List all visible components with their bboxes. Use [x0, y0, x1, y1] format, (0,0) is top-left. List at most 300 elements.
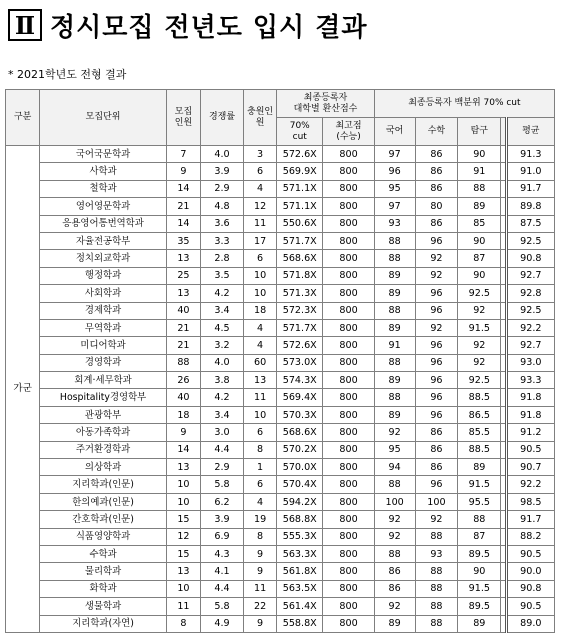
table-row: [6, 511, 555, 528]
unit-name: 아동가족학과: [40, 424, 167, 441]
table-row: [6, 406, 555, 423]
cell-max: 800: [323, 493, 374, 510]
cell-quota: 15: [166, 545, 200, 562]
cell-quota: 21: [166, 319, 200, 336]
cell-inq: 89.5: [458, 598, 501, 615]
cell-quota: 40: [166, 302, 200, 319]
cell-extra: 18: [243, 302, 276, 319]
cell-math: 80: [415, 198, 458, 215]
results-table: [5, 89, 555, 633]
cell-quota: 11: [166, 598, 200, 615]
cell-avg: 91.7: [506, 511, 554, 528]
cell-extra: 10: [243, 285, 276, 302]
cell-kor: 88: [374, 302, 415, 319]
cell-max: 800: [323, 198, 374, 215]
unit-name: 한의예과(인문): [40, 493, 167, 510]
cell-avg: 91.8: [506, 406, 554, 423]
cell-cut: 571.1X: [277, 180, 323, 197]
table-row: [6, 215, 555, 232]
cell-math: 96: [415, 232, 458, 249]
cell-quota: 10: [166, 580, 200, 597]
table-row: [6, 319, 555, 336]
cell-inq: 87: [458, 250, 501, 267]
cell-inq: 91.5: [458, 580, 501, 597]
section-numeral: Ⅱ: [8, 9, 42, 41]
cell-avg: 90.5: [506, 441, 554, 458]
cell-max: 800: [323, 511, 374, 528]
unit-name: 미디어학과: [40, 337, 167, 354]
page-title: 정시모집 전년도 입시 결과: [50, 12, 368, 43]
cell-cut: 570.3X: [277, 406, 323, 423]
cell-kor: 88: [374, 545, 415, 562]
cell-inq: 86.5: [458, 406, 501, 423]
cell-cut: 570.4X: [277, 476, 323, 493]
cell-quota: 13: [166, 285, 200, 302]
cell-inq: 91.5: [458, 319, 501, 336]
cell-kor: 88: [374, 250, 415, 267]
cell-kor: 89: [374, 285, 415, 302]
unit-name: 영어영문학과: [40, 198, 167, 215]
cell-inq: 90: [458, 563, 501, 580]
cell-inq: 88.5: [458, 389, 501, 406]
unit-name: 식품영양학과: [40, 528, 167, 545]
cell-math: 86: [415, 180, 458, 197]
cell-extra: 4: [243, 319, 276, 336]
cell-kor: 88: [374, 232, 415, 249]
cell-max: 800: [323, 615, 374, 632]
cell-comp: 4.1: [201, 563, 244, 580]
unit-name: 생물학과: [40, 598, 167, 615]
header-percentile-group: 최종등록자 백분위 70% cut: [374, 90, 554, 118]
cell-quota: 88: [166, 354, 200, 371]
cell-max: 800: [323, 389, 374, 406]
cell-math: 88: [415, 580, 458, 597]
cell-comp: 3.8: [201, 372, 244, 389]
cell-cut: 569.9X: [277, 163, 323, 180]
table-row: [6, 615, 555, 632]
cell-math: 86: [415, 163, 458, 180]
unit-name: 지리학과(자연): [40, 615, 167, 632]
cell-cut: 574.3X: [277, 372, 323, 389]
cell-extra: 6: [243, 163, 276, 180]
cell-cut: 558.8X: [277, 615, 323, 632]
table-note: * 2021학년도 전형 결과: [8, 68, 127, 81]
cell-cut: 563.5X: [277, 580, 323, 597]
cell-kor: 88: [374, 389, 415, 406]
cell-inq: 91: [458, 163, 501, 180]
cell-kor: 92: [374, 424, 415, 441]
cell-cut: 571.7X: [277, 232, 323, 249]
unit-name: 경영학과: [40, 354, 167, 371]
cell-extra: 6: [243, 476, 276, 493]
cell-quota: 8: [166, 615, 200, 632]
cell-math: 96: [415, 302, 458, 319]
cell-cut: 572.6X: [277, 146, 323, 163]
cell-cut: 550.6X: [277, 215, 323, 232]
unit-name: 응용영어통번역학과: [40, 215, 167, 232]
cell-quota: 12: [166, 528, 200, 545]
cell-comp: 3.9: [201, 163, 244, 180]
cell-kor: 97: [374, 198, 415, 215]
cell-math: 96: [415, 389, 458, 406]
cell-math: 96: [415, 476, 458, 493]
cell-extra: 8: [243, 441, 276, 458]
cell-inq: 92: [458, 354, 501, 371]
cell-math: 86: [415, 441, 458, 458]
unit-name: 의상학과: [40, 459, 167, 476]
results-body: [6, 146, 555, 633]
table-row: [6, 598, 555, 615]
cell-kor: 89: [374, 267, 415, 284]
cell-math: 92: [415, 250, 458, 267]
cell-extra: 8: [243, 528, 276, 545]
cell-inq: 89: [458, 459, 501, 476]
cell-cut: 594.2X: [277, 493, 323, 510]
cell-max: 800: [323, 163, 374, 180]
unit-name: 수학과: [40, 545, 167, 562]
unit-name: 철학과: [40, 180, 167, 197]
cell-kor: 97: [374, 146, 415, 163]
cell-avg: 90.5: [506, 598, 554, 615]
cell-quota: 9: [166, 163, 200, 180]
cell-inq: 90: [458, 146, 501, 163]
cell-math: 100: [415, 493, 458, 510]
cell-kor: 95: [374, 441, 415, 458]
header-inquiry: 탐구: [458, 118, 501, 146]
header-avg: 평균: [506, 118, 554, 146]
unit-name: 자율전공학부: [40, 232, 167, 249]
cell-kor: 93: [374, 215, 415, 232]
cell-avg: 92.7: [506, 337, 554, 354]
cell-extra: 10: [243, 406, 276, 423]
cell-quota: 9: [166, 424, 200, 441]
cell-extra: 4: [243, 180, 276, 197]
cell-comp: 6.2: [201, 493, 244, 510]
unit-name: Hospitality경영학부: [40, 389, 167, 406]
cell-math: 96: [415, 354, 458, 371]
cell-extra: 9: [243, 563, 276, 580]
cell-max: 800: [323, 250, 374, 267]
table-row: [6, 163, 555, 180]
cell-avg: 91.2: [506, 424, 554, 441]
cell-comp: 4.9: [201, 615, 244, 632]
cell-extra: 22: [243, 598, 276, 615]
cell-comp: 3.9: [201, 511, 244, 528]
cell-avg: 91.0: [506, 163, 554, 180]
cell-math: 92: [415, 267, 458, 284]
cell-avg: 91.8: [506, 389, 554, 406]
cell-comp: 3.2: [201, 337, 244, 354]
cell-max: 800: [323, 406, 374, 423]
cell-extra: 12: [243, 198, 276, 215]
unit-name: 정치외교학과: [40, 250, 167, 267]
table-row: [6, 302, 555, 319]
cell-comp: 4.3: [201, 545, 244, 562]
cell-extra: 11: [243, 215, 276, 232]
cell-comp: 2.8: [201, 250, 244, 267]
cell-quota: 26: [166, 372, 200, 389]
cell-inq: 92.5: [458, 372, 501, 389]
cell-max: 800: [323, 424, 374, 441]
table-row: [6, 580, 555, 597]
cell-math: 96: [415, 285, 458, 302]
unit-name: 지리학과(인문): [40, 476, 167, 493]
cell-math: 86: [415, 215, 458, 232]
header-competition: 경쟁률: [201, 90, 244, 146]
cell-kor: 91: [374, 337, 415, 354]
cell-inq: 92.5: [458, 285, 501, 302]
cell-extra: 10: [243, 267, 276, 284]
cell-quota: 13: [166, 250, 200, 267]
unit-name: 물리학과: [40, 563, 167, 580]
cell-max: 800: [323, 545, 374, 562]
cell-max: 800: [323, 180, 374, 197]
cell-inq: 90: [458, 267, 501, 284]
cell-inq: 89: [458, 198, 501, 215]
cell-avg: 89.8: [506, 198, 554, 215]
cell-extra: 3: [243, 146, 276, 163]
cell-kor: 92: [374, 528, 415, 545]
unit-name: 간호학과(인문): [40, 511, 167, 528]
table-row: [6, 476, 555, 493]
cell-comp: 5.8: [201, 476, 244, 493]
cell-extra: 13: [243, 372, 276, 389]
cell-math: 88: [415, 563, 458, 580]
table-row: [6, 424, 555, 441]
cell-extra: 1: [243, 459, 276, 476]
cell-cut: 561.4X: [277, 598, 323, 615]
header-gubun: 구분: [6, 90, 40, 146]
cell-max: 800: [323, 441, 374, 458]
cell-quota: 21: [166, 198, 200, 215]
unit-name: 사회학과: [40, 285, 167, 302]
cell-kor: 88: [374, 354, 415, 371]
cell-math: 96: [415, 337, 458, 354]
header-quota: 모집 인원: [166, 90, 200, 146]
cell-avg: 90.7: [506, 459, 554, 476]
cell-comp: 2.9: [201, 180, 244, 197]
header-korean: 국어: [374, 118, 415, 146]
table-row: [6, 372, 555, 389]
cell-comp: 4.2: [201, 389, 244, 406]
table-row: [6, 528, 555, 545]
cell-math: 96: [415, 372, 458, 389]
cell-inq: 88: [458, 180, 501, 197]
cell-avg: 92.8: [506, 285, 554, 302]
cell-inq: 89: [458, 615, 501, 632]
cell-max: 800: [323, 372, 374, 389]
cell-comp: 3.0: [201, 424, 244, 441]
table-row: [6, 250, 555, 267]
group-label: 가군: [6, 146, 40, 633]
cell-cut: 573.0X: [277, 354, 323, 371]
unit-name: 주거환경학과: [40, 441, 167, 458]
cell-avg: 92.5: [506, 232, 554, 249]
cell-extra: 19: [243, 511, 276, 528]
cell-kor: 100: [374, 493, 415, 510]
cell-comp: 4.5: [201, 319, 244, 336]
cell-avg: 92.2: [506, 319, 554, 336]
table-row: [6, 285, 555, 302]
cell-extra: 6: [243, 250, 276, 267]
cell-kor: 88: [374, 476, 415, 493]
cell-quota: 7: [166, 146, 200, 163]
cell-extra: 9: [243, 545, 276, 562]
cell-max: 800: [323, 215, 374, 232]
cell-max: 800: [323, 232, 374, 249]
cell-comp: 4.4: [201, 441, 244, 458]
header-final-group: 최종등록자 대학별 환산점수: [277, 90, 375, 118]
cell-cut: 570.2X: [277, 441, 323, 458]
cell-inq: 85.5: [458, 424, 501, 441]
cell-extra: 17: [243, 232, 276, 249]
cell-inq: 87: [458, 528, 501, 545]
table-row: [6, 354, 555, 371]
cell-quota: 40: [166, 389, 200, 406]
cell-kor: 89: [374, 319, 415, 336]
cell-extra: 11: [243, 389, 276, 406]
cell-avg: 92.5: [506, 302, 554, 319]
cell-max: 800: [323, 580, 374, 597]
cell-inq: 85: [458, 215, 501, 232]
table-row: [6, 180, 555, 197]
cell-max: 800: [323, 354, 374, 371]
unit-name: 경제학과: [40, 302, 167, 319]
cell-kor: 86: [374, 563, 415, 580]
cell-avg: 90.0: [506, 563, 554, 580]
table-row: [6, 232, 555, 249]
cell-avg: 93.0: [506, 354, 554, 371]
cell-extra: 4: [243, 337, 276, 354]
cell-cut: 568.6X: [277, 424, 323, 441]
unit-name: 회계·세무학과: [40, 372, 167, 389]
cell-quota: 10: [166, 476, 200, 493]
header-unit: 모집단위: [40, 90, 167, 146]
cell-avg: 98.5: [506, 493, 554, 510]
cell-math: 88: [415, 615, 458, 632]
cell-cut: 563.3X: [277, 545, 323, 562]
cell-comp: 2.9: [201, 459, 244, 476]
cell-comp: 4.2: [201, 285, 244, 302]
cell-math: 93: [415, 545, 458, 562]
cell-comp: 6.9: [201, 528, 244, 545]
cell-inq: 89.5: [458, 545, 501, 562]
cell-quota: 25: [166, 267, 200, 284]
cell-quota: 13: [166, 563, 200, 580]
cell-avg: 91.3: [506, 146, 554, 163]
cell-quota: 35: [166, 232, 200, 249]
cell-inq: 92: [458, 302, 501, 319]
cell-math: 86: [415, 146, 458, 163]
cell-inq: 88: [458, 511, 501, 528]
cell-avg: 92.7: [506, 267, 554, 284]
header-math: 수학: [415, 118, 458, 146]
cell-avg: 87.5: [506, 215, 554, 232]
cell-avg: 89.0: [506, 615, 554, 632]
cell-cut: 572.6X: [277, 337, 323, 354]
cell-avg: 90.5: [506, 545, 554, 562]
cell-cut: 555.3X: [277, 528, 323, 545]
header-cut70: 70% cut: [277, 118, 323, 146]
cell-math: 88: [415, 598, 458, 615]
cell-math: 92: [415, 319, 458, 336]
table-row: [6, 563, 555, 580]
cell-max: 800: [323, 267, 374, 284]
cell-math: 96: [415, 406, 458, 423]
cell-inq: 88.5: [458, 441, 501, 458]
header-max: 최고점 (수능): [323, 118, 374, 146]
cell-max: 800: [323, 459, 374, 476]
cell-avg: 88.2: [506, 528, 554, 545]
cell-kor: 89: [374, 615, 415, 632]
cell-avg: 92.2: [506, 476, 554, 493]
cell-max: 800: [323, 285, 374, 302]
cell-extra: 4: [243, 493, 276, 510]
cell-cut: 571.3X: [277, 285, 323, 302]
cell-math: 88: [415, 528, 458, 545]
cell-cut: 561.8X: [277, 563, 323, 580]
cell-quota: 13: [166, 459, 200, 476]
cell-max: 800: [323, 598, 374, 615]
table-row: [6, 198, 555, 215]
cell-comp: 3.5: [201, 267, 244, 284]
table-row: [6, 337, 555, 354]
cell-comp: 3.3: [201, 232, 244, 249]
cell-cut: 568.8X: [277, 511, 323, 528]
cell-avg: 93.3: [506, 372, 554, 389]
cell-kor: 86: [374, 580, 415, 597]
cell-kor: 89: [374, 372, 415, 389]
cell-avg: 90.8: [506, 250, 554, 267]
table-row: [6, 545, 555, 562]
cell-quota: 14: [166, 180, 200, 197]
cell-inq: 91.5: [458, 476, 501, 493]
table-row: [6, 441, 555, 458]
cell-inq: 95.5: [458, 493, 501, 510]
cell-max: 800: [323, 146, 374, 163]
cell-cut: 570.0X: [277, 459, 323, 476]
cell-comp: 3.6: [201, 215, 244, 232]
cell-cut: 572.3X: [277, 302, 323, 319]
cell-inq: 92: [458, 337, 501, 354]
cell-comp: 3.4: [201, 302, 244, 319]
cell-kor: 95: [374, 180, 415, 197]
table-row: [6, 267, 555, 284]
cell-extra: 60: [243, 354, 276, 371]
cell-math: 86: [415, 459, 458, 476]
cell-cut: 571.7X: [277, 319, 323, 336]
cell-quota: 14: [166, 441, 200, 458]
cell-kor: 96: [374, 163, 415, 180]
cell-extra: 9: [243, 615, 276, 632]
cell-extra: 11: [243, 580, 276, 597]
cell-comp: 5.8: [201, 598, 244, 615]
unit-name: 무역학과: [40, 319, 167, 336]
cell-quota: 18: [166, 406, 200, 423]
cell-kor: 89: [374, 406, 415, 423]
cell-cut: 568.6X: [277, 250, 323, 267]
cell-cut: 571.8X: [277, 267, 323, 284]
cell-comp: 4.4: [201, 580, 244, 597]
cell-max: 800: [323, 319, 374, 336]
cell-quota: 14: [166, 215, 200, 232]
unit-name: 관광학부: [40, 406, 167, 423]
cell-max: 800: [323, 528, 374, 545]
cell-quota: 15: [166, 511, 200, 528]
cell-avg: 91.7: [506, 180, 554, 197]
section-title: [8, 6, 367, 44]
header-extra: 충원인 원: [243, 90, 276, 146]
